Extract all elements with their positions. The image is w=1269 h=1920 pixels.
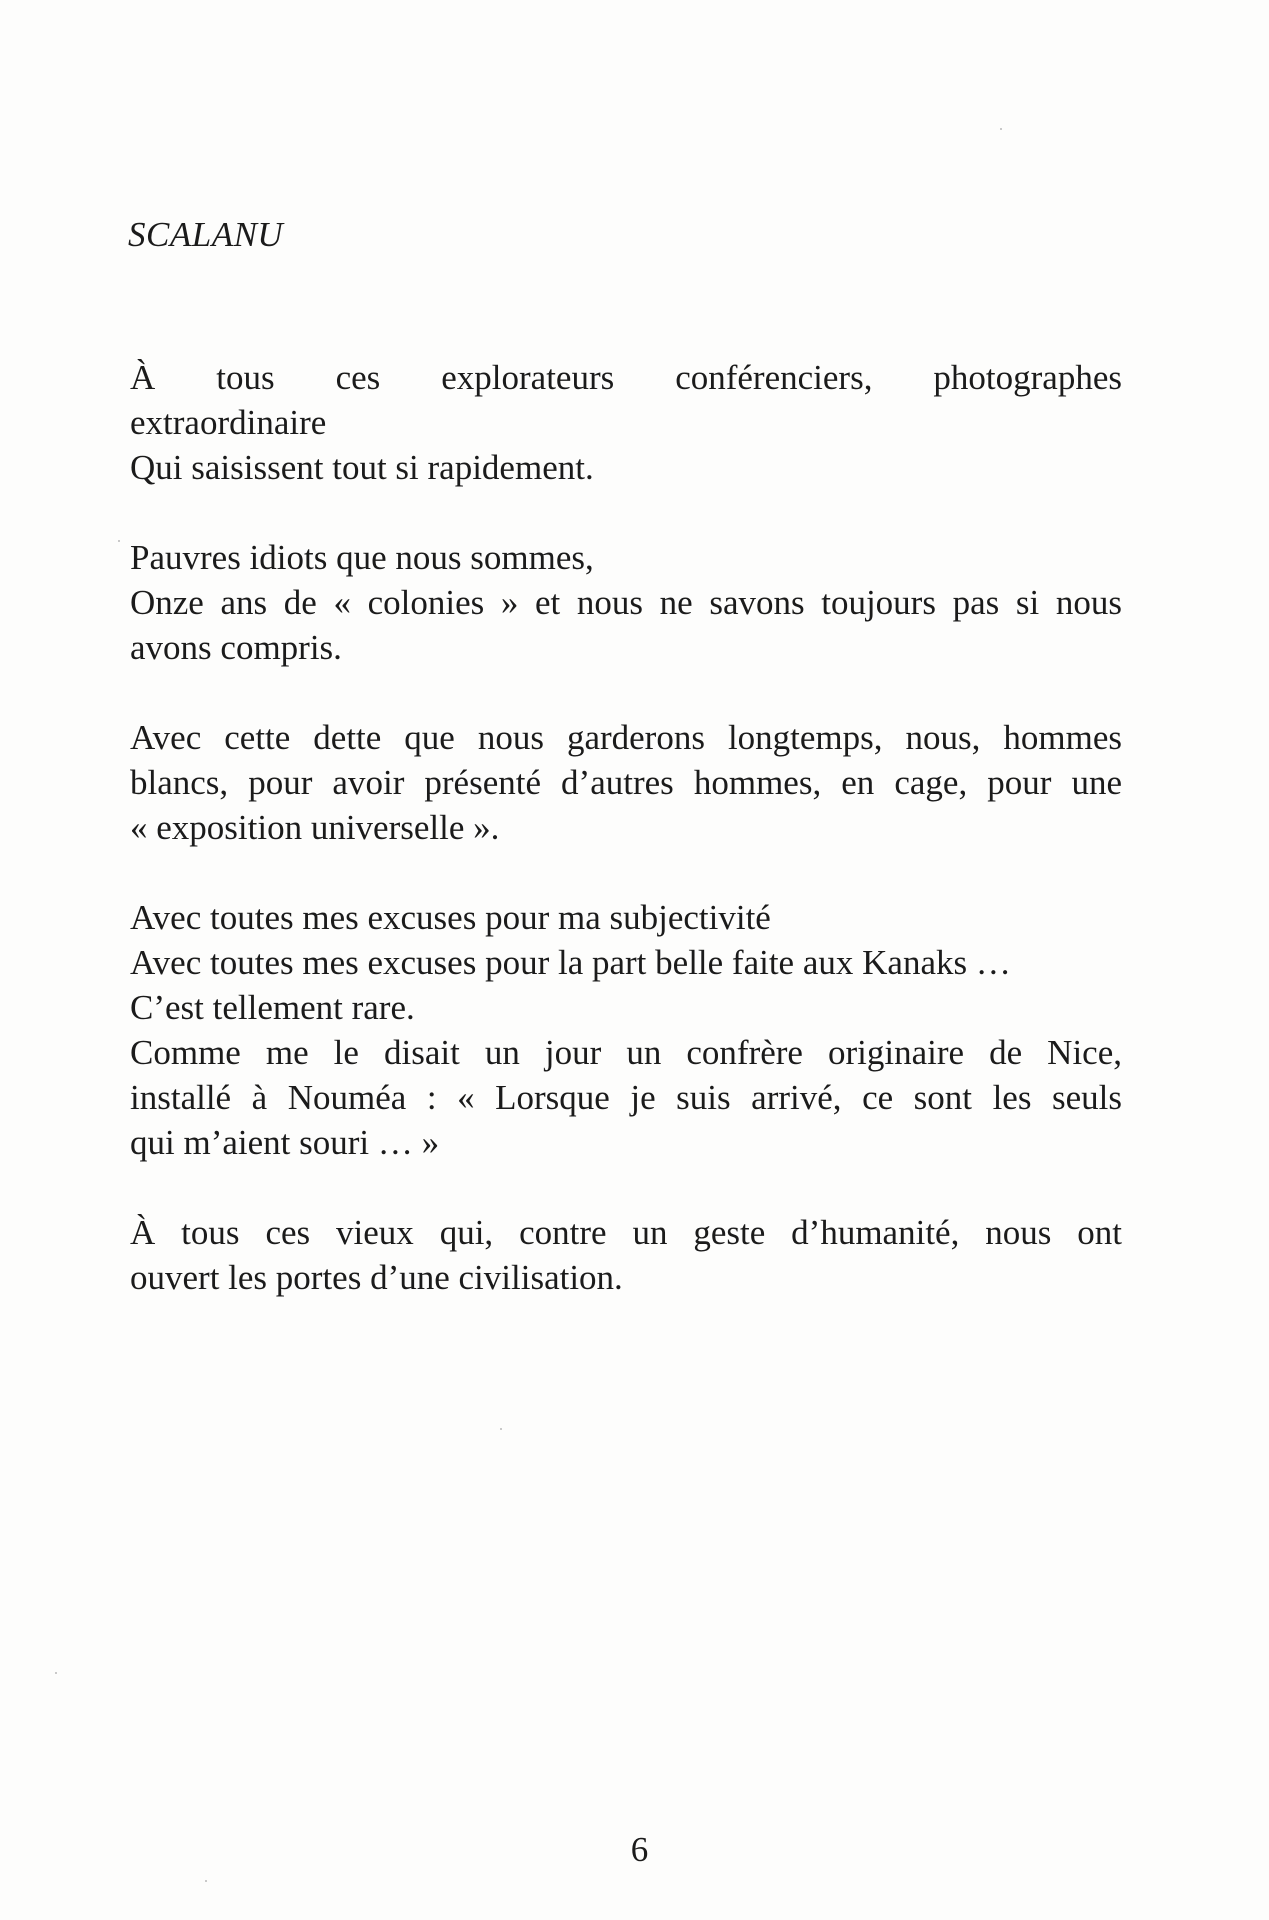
stanza	[130, 895, 1122, 1165]
poem-line: Qui saisissent tout si rapidement.	[130, 448, 594, 487]
poem-line: Comme me le disait un jour un confrère originaire de Nice,	[130, 1033, 1122, 1072]
poem-line: Avec toutes mes excuses pour ma subjectivité	[130, 898, 771, 937]
poem-line: Avec cette dette que nous garderons longtemps, nous, hommes	[130, 718, 1122, 757]
scan-speck	[55, 1672, 57, 1674]
stanza-gap	[130, 1165, 1122, 1210]
stanza	[130, 355, 1122, 490]
stanza-gap	[130, 850, 1122, 895]
stanza	[130, 1210, 1122, 1300]
scan-speck	[118, 540, 120, 542]
scan-speck	[1000, 128, 1002, 130]
poem-line: À tous ces explorateurs conférenciers, photographes	[130, 358, 1122, 397]
poem-title: SCALANU	[128, 215, 284, 254]
scan-speck	[205, 1880, 207, 1882]
poem-line: « exposition universelle ».	[130, 808, 500, 847]
stanza	[130, 715, 1122, 850]
stanza	[130, 535, 1122, 670]
poem-line: C’est tellement rare.	[130, 988, 415, 1027]
scan-speck	[500, 1428, 502, 1430]
stanza-gap	[130, 670, 1122, 715]
poem-line: Onze ans de « colonies » et nous ne savons toujours pas si nous	[130, 583, 1122, 622]
poem-line: avons compris.	[130, 628, 342, 667]
poem-line: qui m’aient souri … »	[130, 1123, 440, 1162]
page-number: 6	[630, 1830, 649, 1869]
poem-line: À tous ces vieux qui, contre un geste d’humanité, nous ont	[130, 1213, 1122, 1252]
poem-line: Avec toutes mes excuses pour la part belle faite aux Kanaks …	[130, 943, 1011, 982]
stanza-gap	[130, 490, 1122, 535]
poem-line: ouvert les portes d’une civilisation.	[130, 1258, 623, 1297]
poem-body	[130, 355, 1122, 1300]
poem-line: extraordinaire	[130, 403, 327, 442]
poem-line: installé à Nouméa : « Lorsque je suis arrivé, ce sont les seuls	[130, 1078, 1122, 1117]
poem-line: Pauvres idiots que nous sommes,	[130, 538, 594, 577]
poem-line: blancs, pour avoir présenté d’autres hommes, en cage, pour une	[130, 763, 1122, 802]
